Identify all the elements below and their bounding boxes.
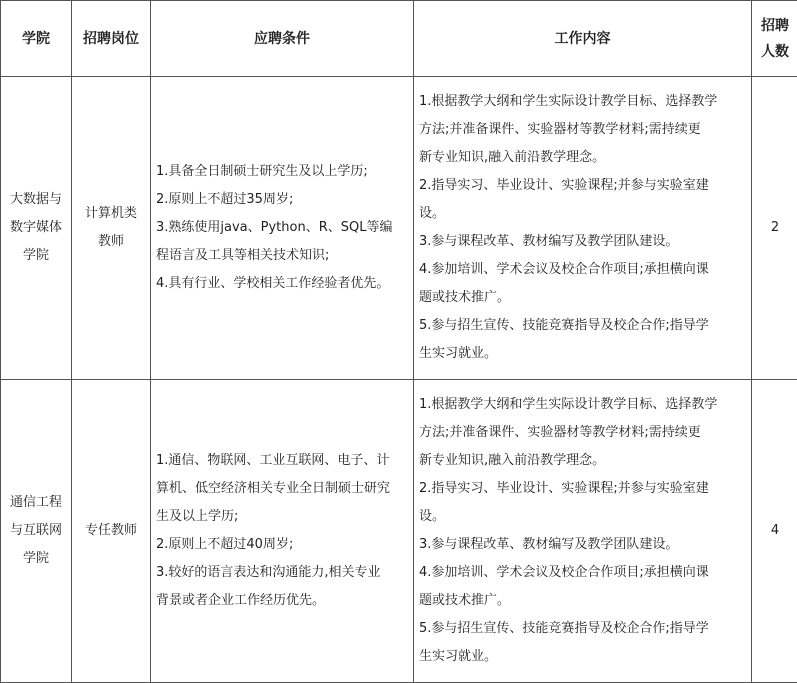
duties-cell (414, 77, 752, 380)
duty-line: 4.参加培训、学术会议及校企合作项目;承担横向课 (419, 559, 748, 587)
duty-line: 2.指导实习、毕业设计、实验课程;并参与实验室建 (419, 172, 748, 200)
position-line: 教师 (72, 228, 150, 256)
college-line: 与互联网 (1, 517, 71, 545)
duty-line: 1.根据教学大纲和学生实际设计教学目标、选择教学 (419, 391, 748, 419)
position-cell (72, 380, 151, 683)
duty-line: 设。 (419, 200, 748, 228)
header-duties: 工作内容 (414, 1, 752, 77)
header-count-line: 人数 (752, 39, 797, 65)
duty-line: 生实习就业。 (419, 643, 748, 671)
requirements-cell (151, 77, 414, 380)
duty-line: 题或技术推广。 (419, 284, 748, 312)
college-line: 数字媒体 (1, 214, 71, 242)
count-cell: 4 (752, 380, 797, 683)
position-cell (72, 77, 151, 380)
college-cell (1, 380, 72, 683)
requirement-line: 1.具备全日制硕士研究生及以上学历; (156, 158, 410, 186)
duty-line: 方法;并准备课件、实验器材等教学材料;需持续更 (419, 419, 748, 447)
count-cell: 2 (752, 77, 797, 380)
requirement-line: 生及以上学历; (156, 503, 410, 531)
duty-line: 新专业知识,融入前沿教学理念。 (419, 447, 748, 475)
college-line: 大数据与 (1, 186, 71, 214)
requirement-line: 算机、低空经济相关专业全日制硕士研究 (156, 475, 410, 503)
duty-line: 4.参加培训、学术会议及校企合作项目;承担横向课 (419, 256, 748, 284)
requirement-line: 2.原则上不超过40周岁; (156, 531, 410, 559)
requirement-line: 背景或者企业工作经历优先。 (156, 587, 410, 615)
duty-line: 3.参与课程改革、教材编写及教学团队建设。 (419, 531, 748, 559)
requirement-line: 程语言及工具等相关技术知识; (156, 242, 410, 270)
duty-line: 新专业知识,融入前沿教学理念。 (419, 144, 748, 172)
duty-line: 方法;并准备课件、实验器材等教学材料;需持续更 (419, 116, 748, 144)
requirements-cell (151, 380, 414, 683)
college-cell (1, 77, 72, 380)
duty-line: 5.参与招生宣传、技能竞赛指导及校企合作;指导学 (419, 615, 748, 643)
duty-line: 题或技术推广。 (419, 587, 748, 615)
header-count (752, 1, 797, 77)
college-line: 通信工程 (1, 489, 71, 517)
header-college: 学院 (1, 1, 72, 77)
table-row (1, 380, 797, 683)
requirement-line: 3.熟练使用java、Python、R、SQL等编 (156, 214, 410, 242)
duty-line: 5.参与招生宣传、技能竞赛指导及校企合作;指导学 (419, 312, 748, 340)
college-line: 学院 (1, 242, 71, 270)
table-header-row (1, 1, 797, 77)
header-count-line: 招聘 (752, 13, 797, 39)
duty-line: 2.指导实习、毕业设计、实验课程;并参与实验室建 (419, 475, 748, 503)
header-position: 招聘岗位 (72, 1, 151, 77)
table-row (1, 77, 797, 380)
duty-line: 设。 (419, 503, 748, 531)
requirement-line: 4.具有行业、学校相关工作经验者优先。 (156, 270, 410, 298)
duty-line: 3.参与课程改革、教材编写及教学团队建设。 (419, 228, 748, 256)
duty-line: 生实习就业。 (419, 340, 748, 368)
position-line: 专任教师 (72, 517, 150, 545)
duty-line: 1.根据教学大纲和学生实际设计教学目标、选择教学 (419, 88, 748, 116)
position-line: 计算机类 (72, 200, 150, 228)
requirement-line: 3.较好的语言表达和沟通能力,相关专业 (156, 559, 410, 587)
duties-cell (414, 380, 752, 683)
requirement-line: 1.通信、物联网、工业互联网、电子、计 (156, 447, 410, 475)
requirement-line: 2.原则上不超过35周岁; (156, 186, 410, 214)
header-requirements: 应聘条件 (151, 1, 414, 77)
college-line: 学院 (1, 545, 71, 573)
